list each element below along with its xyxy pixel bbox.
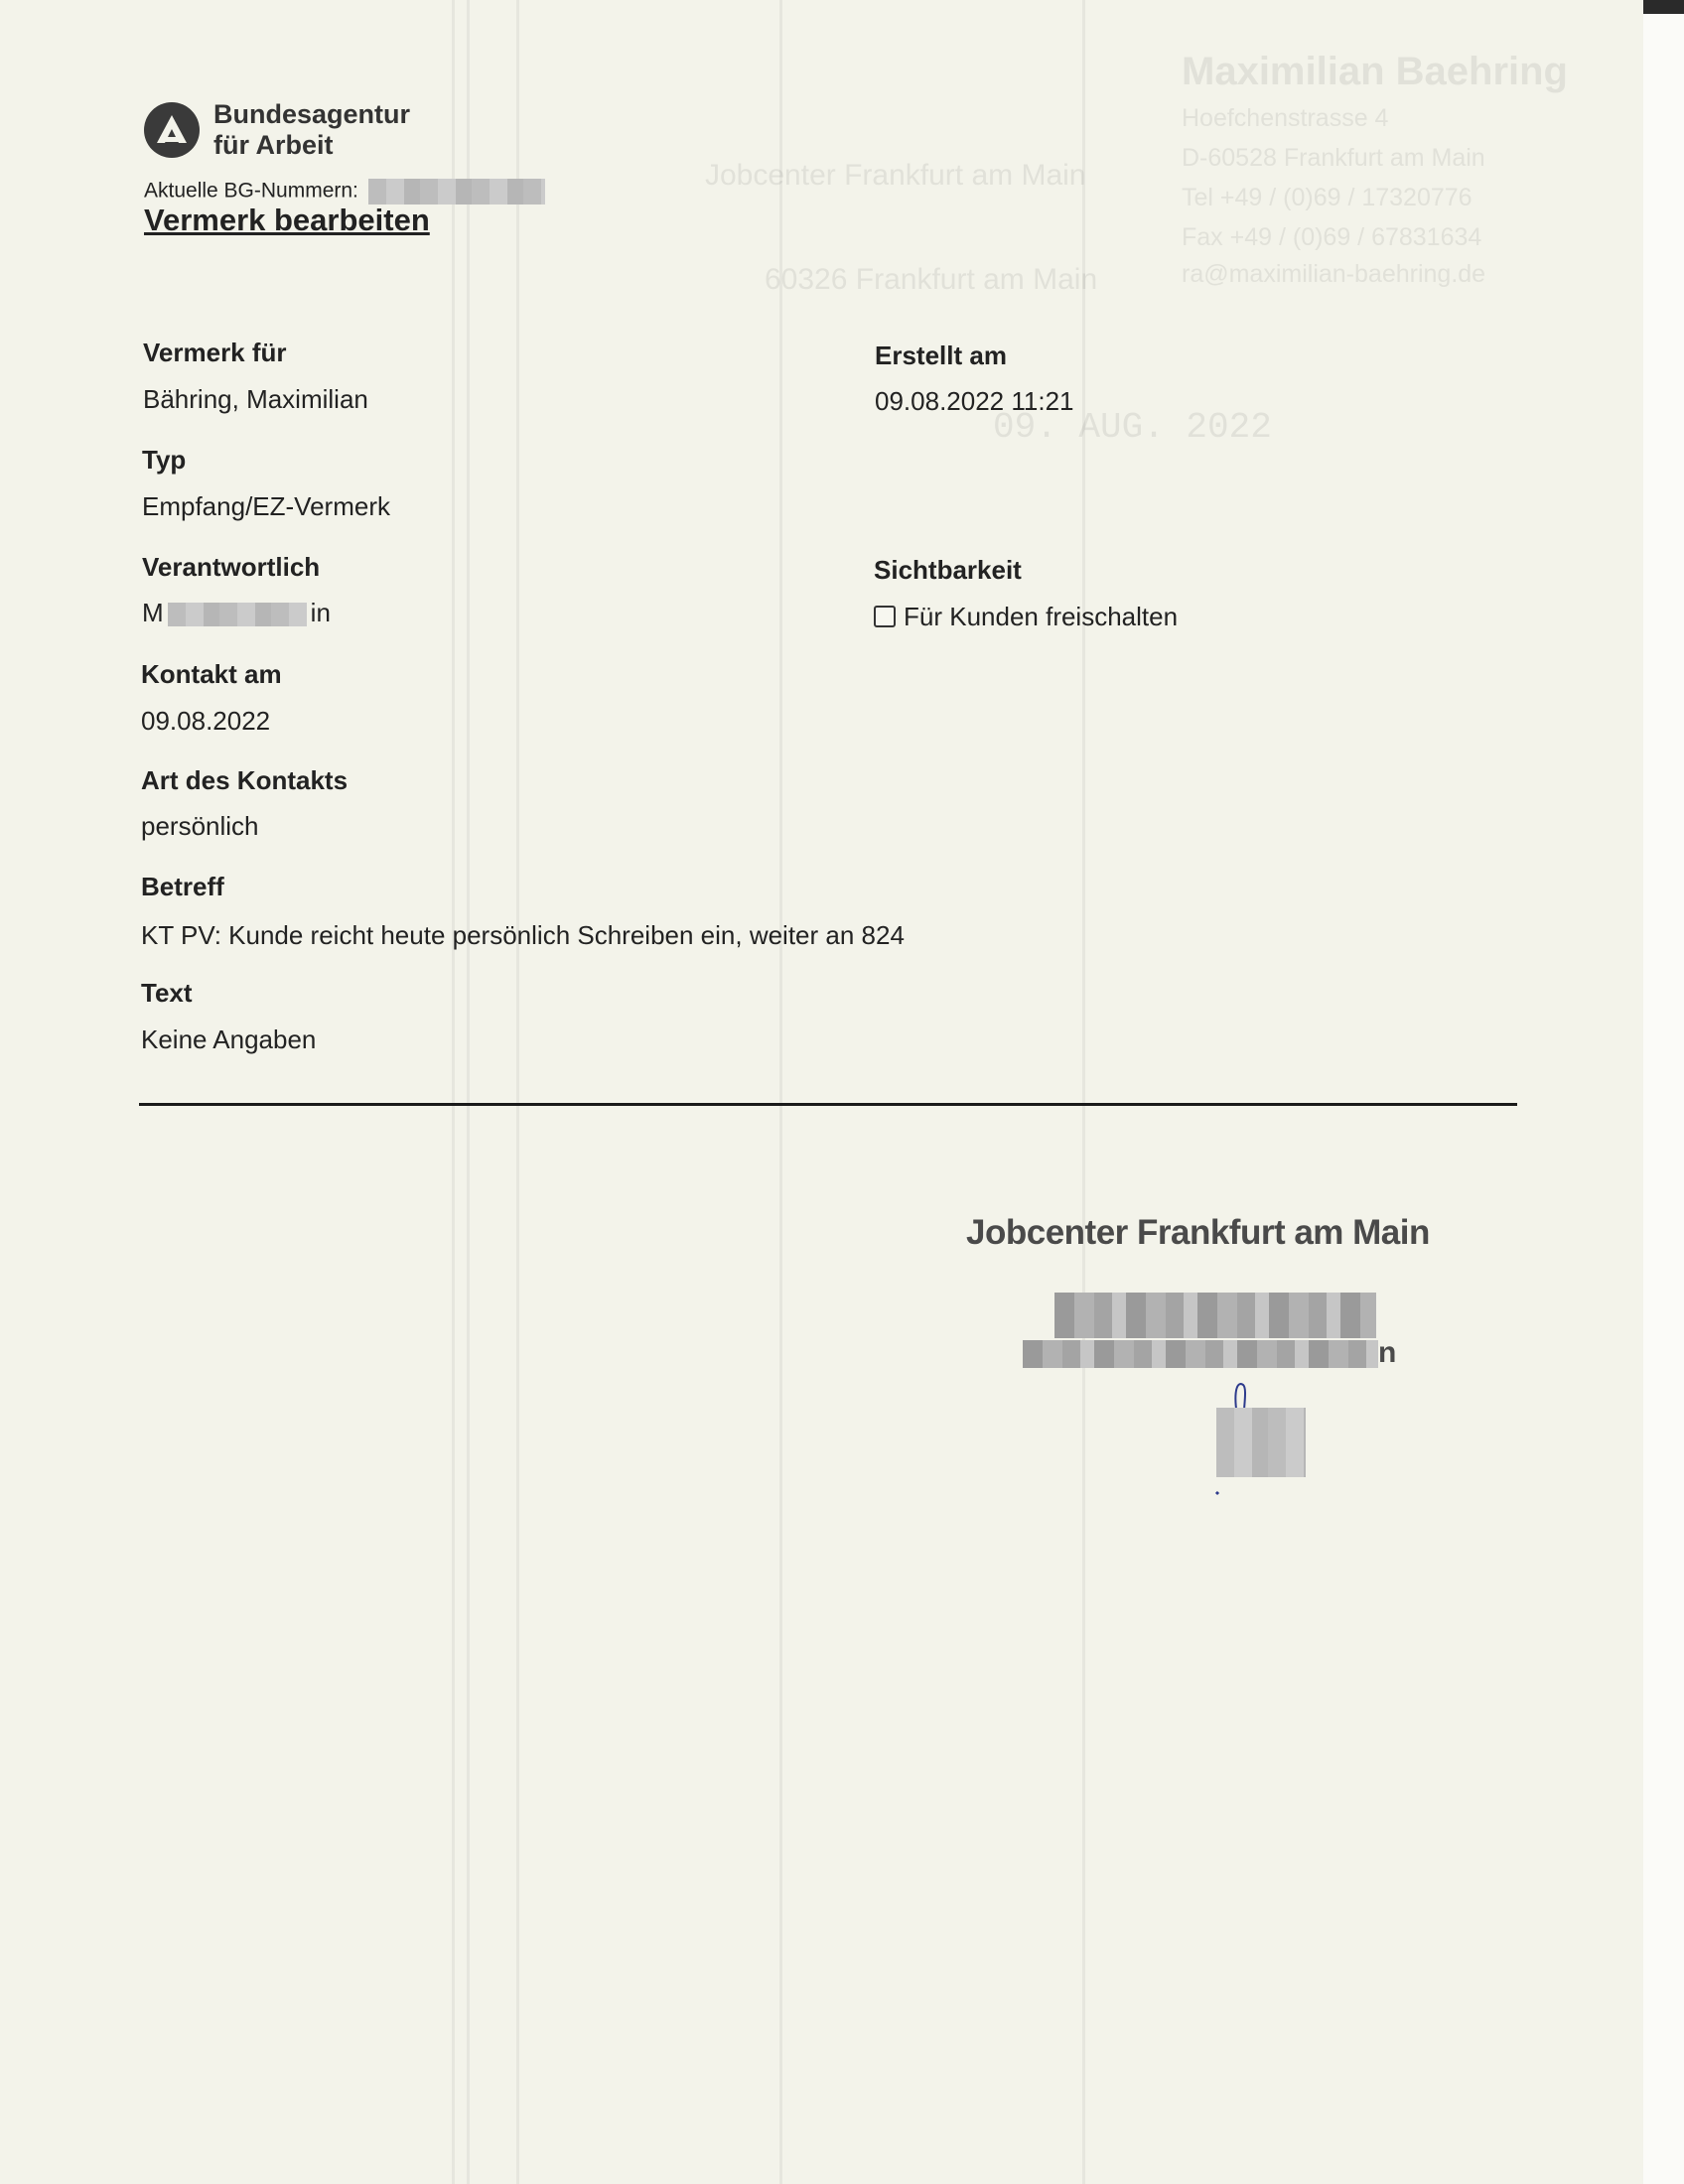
show-through-address: ra@maximilian-baehring.de [1182, 260, 1486, 288]
scan-line [779, 0, 782, 2184]
office-stamp: Jobcenter Frankfurt am Main [966, 1213, 1430, 1252]
scan-line [452, 0, 455, 2184]
kontakt-am-label: Kontakt am [141, 659, 282, 689]
text-label: Text [141, 978, 193, 1008]
redacted-bg-number [368, 179, 545, 205]
scan-line [1082, 0, 1085, 2184]
scan-margin [1643, 14, 1684, 2184]
show-through-recipient: Jobcenter Frankfurt am Main [705, 159, 1086, 192]
verantwortlich-label: Verantwortlich [142, 552, 321, 582]
scan-line [516, 0, 519, 2184]
ba-logo-icon [144, 102, 200, 158]
logo-text [213, 99, 410, 161]
erstellt-am-label: Erstellt am [875, 341, 1007, 370]
betreff-label: Betreff [141, 872, 224, 901]
vermerk-fuer-label: Vermerk für [143, 338, 287, 367]
show-through-recipient: 60326 Frankfurt am Main [765, 263, 1098, 296]
kontakt-am-value: 09.08.2022 [141, 706, 271, 736]
text-value: Keine Angaben [141, 1024, 317, 1054]
freischalten-checkbox[interactable] [874, 606, 896, 627]
art-des-kontakts-value: persönlich [141, 811, 259, 841]
show-through-address: D-60528 Frankfurt am Main [1182, 144, 1485, 172]
bg-number [144, 179, 545, 205]
stamp-redacted-line1 [1054, 1293, 1376, 1338]
sichtbarkeit-label: Sichtbarkeit [874, 555, 1022, 585]
show-through-name: Maximilian Baehring [1182, 50, 1568, 93]
redacted-name [168, 603, 307, 626]
redacted-signature-block [1216, 1408, 1306, 1477]
logo-line1: Bundesagentur [213, 99, 411, 129]
typ-label: Typ [142, 445, 187, 475]
scan-edge [1643, 0, 1684, 14]
show-through-address: Fax +49 / (0)69 / 67831634 [1182, 223, 1482, 251]
verantwortlich-value-end: in [310, 598, 331, 627]
betreff-value: KT PV: Kunde reicht heute persönlich Schreiben ein, weiter an 824 [141, 920, 905, 950]
art-des-kontakts-label: Art des Kontakts [141, 765, 349, 795]
show-through-stamp: 09. AUG. 2022 [993, 407, 1272, 448]
redacted-stamp-name [1023, 1340, 1378, 1368]
show-through-address: Hoefchenstrasse 4 [1182, 104, 1389, 132]
sichtbarkeit-option [874, 602, 1178, 632]
page-title: Vermerk bearbeiten [144, 203, 430, 237]
show-through-address: Tel +49 / (0)69 / 17320776 [1182, 184, 1473, 211]
divider [139, 1103, 1517, 1106]
typ-value: Empfang/EZ-Vermerk [142, 491, 390, 521]
verantwortlich-value [142, 598, 331, 628]
logo [144, 99, 410, 161]
erstellt-am-value: 09.08.2022 11:21 [875, 386, 1074, 416]
redacted-signature [1216, 1408, 1306, 1477]
logo-line2: für Arbeit [213, 130, 334, 160]
verantwortlich-value-start: M [142, 598, 164, 627]
stamp-line2-end: n [1378, 1336, 1397, 1369]
scan-line [467, 0, 470, 2184]
stamp-redacted-line2 [1023, 1336, 1396, 1370]
freischalten-checkbox-label: Für Kunden freischalten [904, 602, 1179, 631]
vermerk-fuer-value: Bähring, Maximilian [143, 384, 368, 414]
bg-number-label: Aktuelle BG-Nummern: [144, 179, 358, 203]
redacted-stamp-line [1054, 1293, 1376, 1338]
